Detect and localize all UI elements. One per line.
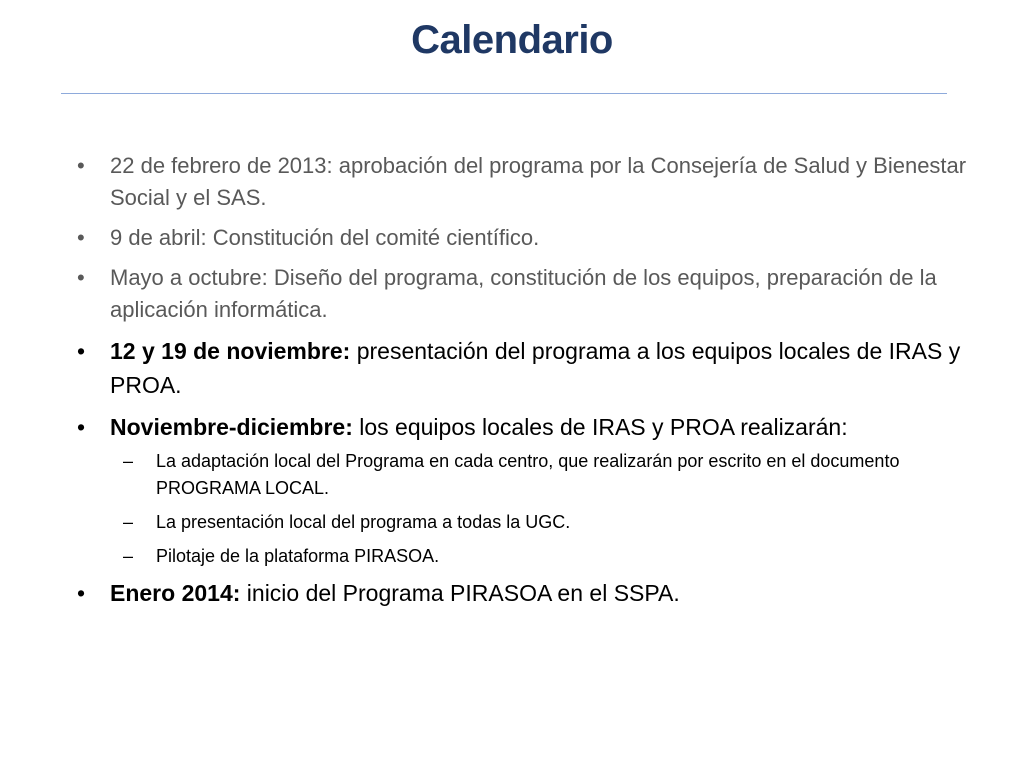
sub-bullet-text: Pilotaje de la plataforma PIRASOA. [156,546,440,566]
bullet-text: inicio del Programa PIRASOA en el SSPA. [240,580,680,606]
bullet-text: 9 de abril: Constitución del comité científico. [110,225,540,250]
bullet-icon: • [77,225,85,250]
bullet-text: los equipos locales de IRAS y PROA realizarán: [352,414,848,440]
sub-list-item [77,509,977,536]
bullet-text: presentación del programa a los equipos locales de IRAS y PROA. [110,338,961,398]
bullet-date: Enero 2014: [110,580,241,606]
bullet-list [77,150,977,618]
list-item [77,262,977,326]
sub-bullet-text: La presentación local del programa a todas la UGC. [156,512,571,532]
bullet-date: 12 y 19 de noviembre: [110,338,351,364]
bullet-icon: • [77,580,86,606]
sub-list-item [77,543,977,570]
title-divider [61,93,947,94]
bullet-icon: • [77,338,86,364]
dash-icon: – [123,451,134,471]
bullet-icon: • [77,414,86,440]
list-item [77,576,977,610]
bullet-icon: • [77,265,85,290]
bullet-date: Noviembre-diciembre: [110,414,353,440]
list-item [77,150,977,214]
dash-icon: – [123,546,134,566]
bullet-text: 22 de febrero de 2013: aprobación del programa por la Consejería de Salud y Bienestar Social y el SAS. [110,153,967,210]
sub-list-item [77,448,977,502]
bullet-text: Mayo a octubre: Diseño del programa, constitución de los equipos, preparación de la aplicación informática. [110,265,937,322]
list-item [77,222,977,254]
list-item [77,334,977,402]
slide-title: Calendario [411,18,613,62]
bullet-icon: • [77,153,85,178]
list-item [77,410,977,444]
sub-bullet-text: La adaptación local del Programa en cada centro, que realizarán por escrito en el documento PROGRAMA LOCAL. [156,451,900,498]
dash-icon: – [123,512,134,532]
